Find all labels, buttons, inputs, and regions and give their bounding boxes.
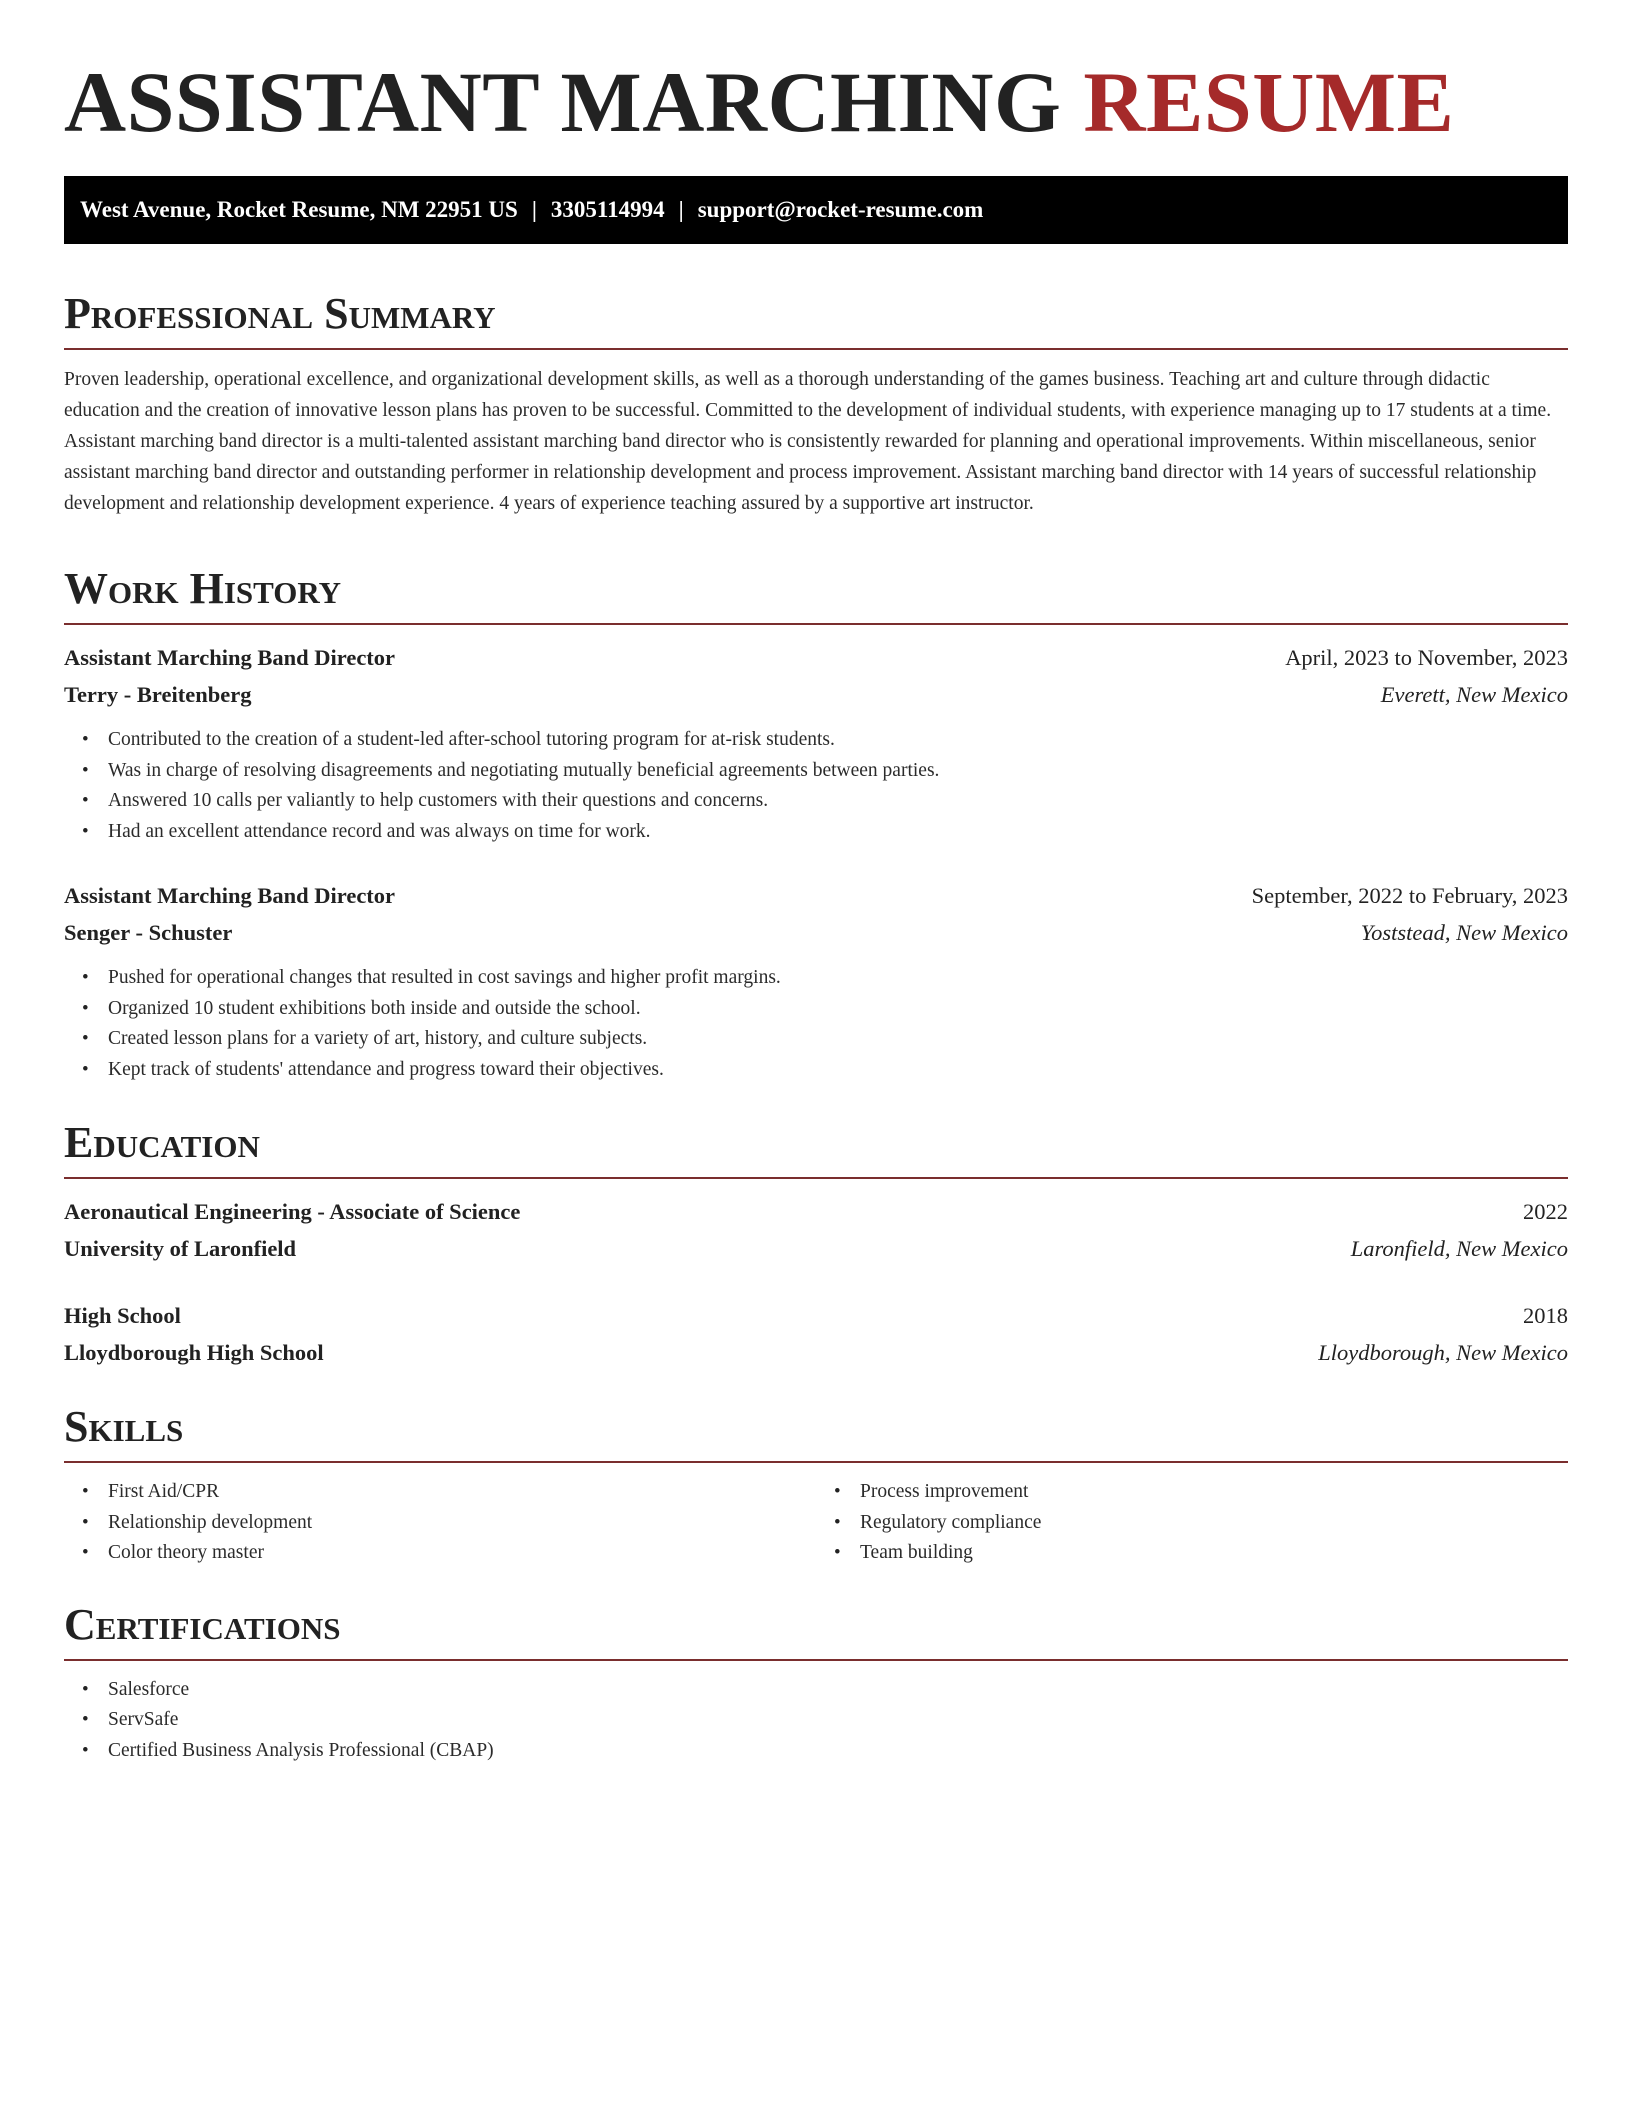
contact-separator: |	[678, 197, 684, 222]
skills-column-right	[816, 1477, 1568, 1569]
certifications-section	[64, 1597, 1568, 1767]
section-divider	[64, 623, 1568, 625]
skills-column-left	[64, 1477, 816, 1569]
job-bullet: • Created lesson plans for a variety of art, history, and culture subjects.	[108, 1024, 1568, 1055]
title-accent: RESUME	[1083, 54, 1455, 150]
certification-item: • Salesforce	[108, 1675, 1568, 1706]
education-section	[64, 1115, 1568, 1371]
section-divider	[64, 1659, 1568, 1661]
job-bullet: • Answered 10 calls per valiantly to help customers with their questions and concerns.	[108, 786, 1568, 817]
education-school: University of Laronfield	[64, 1236, 297, 1261]
job-company: Terry - Breitenberg	[64, 682, 252, 707]
section-title-certifications: Certifications	[64, 1599, 341, 1649]
skill-item: • First Aid/CPR	[108, 1477, 816, 1508]
job-bullet: • Contributed to the creation of a student-led after-school tutoring program for at-risk students.	[108, 725, 1568, 756]
education-header	[64, 1193, 1568, 1230]
education-subheader	[64, 1334, 1568, 1371]
job-role: Assistant Marching Band Director	[64, 883, 396, 908]
work-history-section	[64, 561, 1568, 1085]
skill-item: • Relationship development	[108, 1508, 816, 1539]
section-title-skills: Skills	[64, 1402, 184, 1451]
job-bullet: • Was in charge of resolving disagreements and negotiating mutually beneficial agreements between parties.	[108, 756, 1568, 787]
summary-text: Proven leadership, operational excellence, and organizational development skills, as well as a thorough understanding of the games business. Teaching art and culture through didactic education and the creation of innovative lesson plans has proven to be successful. Committed to the development of individual students, with experience managing up to 17 students at a time. Assistant marching band director is a multi-talented assistant marching band director who is consistently rewarded for planning and operational improvements. Within miscellaneous, senior assistant marching band director and outstanding performer in relationship development and process improvement. Assistant marching band director with 14 years of successful relationship development and relationship development experience. 4 years of experience teaching assured by a supportive art instructor.	[64, 369, 1552, 514]
job-location: Yoststead, New Mexico	[1360, 920, 1568, 945]
section-divider	[64, 348, 1568, 350]
section-divider	[64, 1177, 1568, 1179]
job-header	[64, 639, 1568, 676]
education-degree: Aeronautical Engineering - Associate of Science	[64, 1199, 521, 1224]
job-role: Assistant Marching Band Director	[64, 645, 396, 670]
resume-title	[64, 52, 1568, 152]
job-bullets	[64, 725, 1568, 847]
job-dates: April, 2023 to November, 2023	[1285, 645, 1568, 670]
skill-item: • Regulatory compliance	[860, 1508, 1568, 1539]
contact-bar	[64, 176, 1568, 244]
job-bullet: • Had an excellent attendance record and was always on time for work.	[108, 817, 1568, 848]
job-entry	[64, 639, 1568, 847]
job-subheader	[64, 676, 1568, 713]
section-divider	[64, 1461, 1568, 1463]
education-degree: High School	[64, 1303, 181, 1328]
section-title-summary: Professional Summary	[64, 289, 496, 338]
education-entry	[64, 1193, 1568, 1267]
job-bullet: • Pushed for operational changes that resulted in cost savings and higher profit margins.	[108, 963, 1568, 994]
job-subheader	[64, 914, 1568, 951]
contact-email: support@rocket-resume.com	[697, 197, 984, 222]
skills-grid	[64, 1477, 1568, 1569]
education-subheader	[64, 1230, 1568, 1267]
job-header	[64, 877, 1568, 914]
contact-address: West Avenue, Rocket Resume, NM 22951 US	[80, 197, 518, 222]
job-bullet: • Organized 10 student exhibitions both inside and outside the school.	[108, 994, 1568, 1025]
skill-item: • Color theory master	[108, 1538, 816, 1569]
job-location: Everett, New Mexico	[1380, 682, 1568, 707]
job-company: Senger - Schuster	[64, 920, 233, 945]
education-year: 2018	[1523, 1303, 1568, 1328]
certifications-list	[64, 1675, 1568, 1767]
section-title-education: Education	[64, 1118, 260, 1167]
education-year: 2022	[1523, 1199, 1568, 1224]
certification-item: • ServSafe	[108, 1705, 1568, 1736]
contact-separator: |	[531, 197, 537, 222]
job-entry	[64, 877, 1568, 1085]
contact-phone: 3305114994	[550, 197, 665, 222]
education-header	[64, 1297, 1568, 1334]
title-main: ASSISTANT MARCHING	[64, 54, 1084, 150]
job-bullets	[64, 963, 1568, 1085]
skill-item: • Process improvement	[860, 1477, 1568, 1508]
job-bullet: • Kept track of students' attendance and progress toward their objectives.	[108, 1055, 1568, 1086]
education-location: Laronfield, New Mexico	[1350, 1236, 1568, 1261]
skill-item: • Team building	[860, 1538, 1568, 1569]
certification-item: • Certified Business Analysis Professional (CBAP)	[108, 1736, 1568, 1767]
section-title-work-history: Work History	[64, 564, 342, 613]
education-location: Lloydborough, New Mexico	[1318, 1340, 1568, 1365]
education-entry	[64, 1297, 1568, 1371]
education-school: Lloydborough High School	[64, 1340, 324, 1365]
skills-section	[64, 1399, 1568, 1569]
job-dates: September, 2022 to February, 2023	[1251, 883, 1568, 908]
summary-section	[64, 286, 1568, 519]
